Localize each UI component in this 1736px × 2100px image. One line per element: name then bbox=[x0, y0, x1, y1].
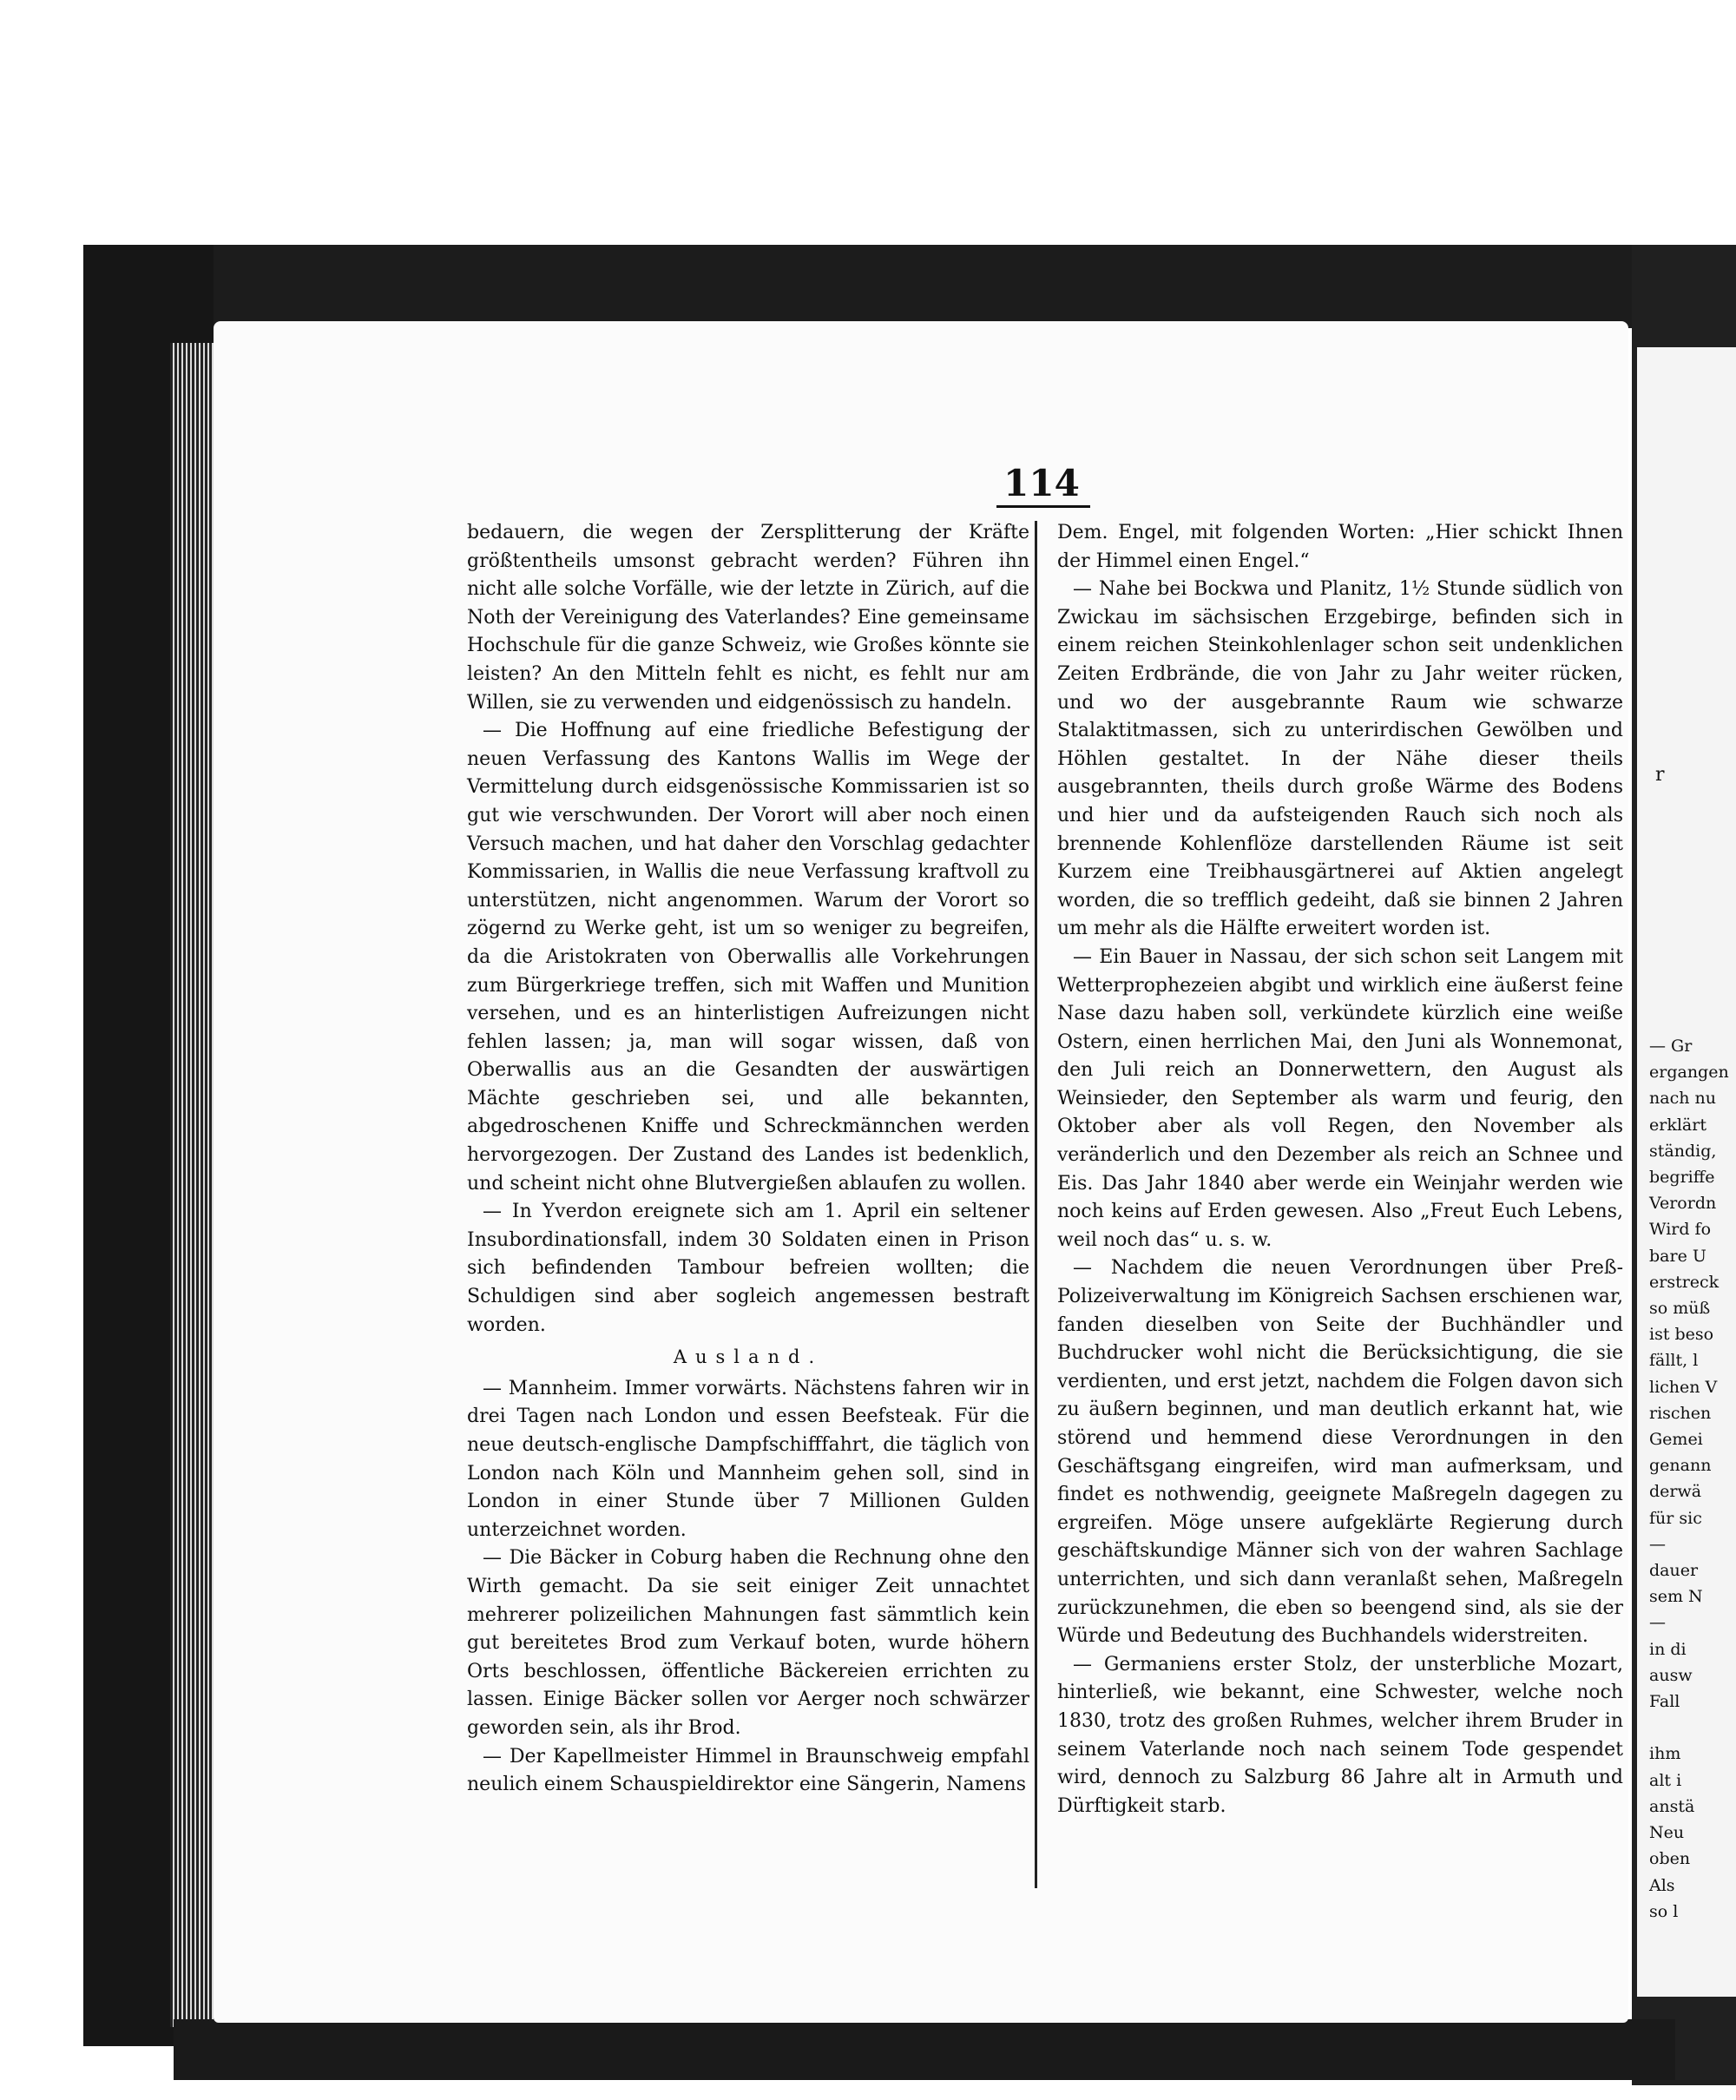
article-paragraph: — Ein Bauer in Nassau, der sich schon seit Langem mit Wetterprophezeien abgibt und wirklich eine äußerst feine Nase dazu haben soll, verkündete kürzlich eine weiße Ostern, einen herrlichen Mai, den Juni als Wonnemonat, den Juli reich an Donnerwettern, den August als Weinsieder, den September als warm und feurig, den Oktober aber als voll Regen, den November als veränderlich und den Dezember als reich an Schnee und Eis. Das Jahr 1840 aber werde ein Weinjahr werden wie noch keins auf Erden gewesen. Also „Freut Euch Lebens, weil noch das“ u. s. w. bbox=[1057, 945, 1623, 1251]
neighbor-line: Wird fo bbox=[1649, 1220, 1712, 1240]
article-paragraph: bedauern, die wegen der Zersplitterung der Kräfte größtentheils umsonst gebracht werden? Führen ihn nicht alle solche Vorfälle, wie der letzte in Zürich, auf die Noth der Vereinigung des Vaterlandes? Eine gemeinsame Hochschule für die ganze Schweiz, wie Großes könnte sie leisten? An den Mitteln fehlt es nicht, es fehlt nur am Willen, sie zu verwenden und eidgenössisch zu handeln. bbox=[467, 522, 1029, 714]
neighbor-line: in di bbox=[1649, 1639, 1687, 1659]
neighbor-line: Gemei bbox=[1649, 1430, 1703, 1450]
book-top-edge bbox=[208, 245, 1649, 328]
neighbor-line: ausw bbox=[1649, 1665, 1693, 1685]
neighbor-line: nach nu bbox=[1649, 1089, 1716, 1109]
right-column bbox=[1057, 519, 1623, 1820]
article-paragraph: — Mannheim. Immer vorwärts. Nächstens fahren wir in drei Tagen nach London und essen Beefsteak. Für die neue deutsch-englische Dampfschifffahrt, die täglich von London nach Köln und Mannheim gehen soll, sind in London in einer Stunde über 7 Millionen Gulden unterzeichnet worden. bbox=[467, 1377, 1029, 1541]
neighbor-line: erklärt bbox=[1649, 1115, 1706, 1135]
neighbor-line: fällt, l bbox=[1649, 1351, 1699, 1371]
neighbor-line: ergangen bbox=[1649, 1063, 1729, 1083]
page-number-underline bbox=[996, 505, 1090, 508]
neighbor-page-fragment bbox=[1637, 347, 1736, 1997]
neighbor-line: — Gr bbox=[1649, 1037, 1693, 1056]
neighbor-line: oben bbox=[1649, 1849, 1691, 1869]
article-paragraph: — Nahe bei Bockwa und Planitz, 1½ Stunde südlich von Zwickau im sächsischen Erzgebirge, befinden sich in einem reichen Steinkohlenlager schon seit undenklichen Zeiten Erdbrände, die von Jahr zu Jahr weiter rücken, und wo der ausgebrannte Raum wie schwarze Stalaktitmassen, sich zu unterirdischen Gewölben und Höhlen gestaltet. In der Nähe dieser theils ausgebrannten, theils durch große Wärme des Bodens und hier und da aufsteigenden Rauch sich noch als brennende Kohlenflöze darstellenden Räume ist seit Kurzem eine Treibhausgärtnerei auf Aktien angelegt worden, die so trefflich gedeiht, daß sie binnen 2 Jahren um mehr als die Hälfte erweitert worden ist. bbox=[1057, 578, 1623, 940]
neighbor-line: rischen bbox=[1649, 1403, 1712, 1423]
article-paragraph: — Germaniens erster Stolz, der unsterbliche Mozart, hinterließ, wie bekannt, eine Schwester, welche noch 1830, trotz des großen Ruhmes, welcher ihrem Bruder in seinem Vaterlande noch nach seinem Tode gespendet wird, dennoch zu Salzburg 86 Jahre alt in Armuth und Dürftigkeit starb. bbox=[1057, 1653, 1623, 1817]
neighbor-line: derwä bbox=[1649, 1482, 1702, 1502]
stray-print-mark: r bbox=[1655, 764, 1665, 786]
article-paragraph: — Die Hoffnung auf eine friedliche Befestigung der neuen Verfassung des Kantons Wallis im Wege der Vermittelung durch eidsgenössische Kommissarien ist so gut wie verschwunden. Der Vorort will aber noch einen Versuch machen, und hat daher den Vorschlag gedachter Kommissarien, in Wallis die neue Verfassung kraftvoll zu unterstützen, nicht angenommen. Warum der Vorort so zögernd zu Werke geht, ist um so weniger zu begreifen, da die Aristokraten von Oberwallis alle Vorkehrungen zum Bürgerkriege treffen, sich mit Waffen und Munition versehen, und es an hinterlistigen Aufreizungen nicht fehlen lassen; ja, man will sogar wissen, daß von Oberwallis aus an die Gesandten der auswärtigen Mächte geschrieben sei, und alle bekannten, abgedroschenen Kniffe und Schreckmännchen werden hervorgezogen. Der Zustand des Landes ist bedenklich, und scheint nicht ohne Blutvergießen ablaufen zu wollen. bbox=[467, 720, 1029, 1195]
scan-background-top bbox=[0, 0, 1736, 245]
neighbor-line: ihm bbox=[1649, 1744, 1681, 1764]
neighbor-line: — bbox=[1649, 1613, 1666, 1633]
neighbor-line: ständig, bbox=[1649, 1141, 1717, 1161]
article-paragraph: — Der Kapellmeister Himmel in Braunschweig empfahl neulich einem Schauspieldirektor eine Sängerin, Namens bbox=[467, 1745, 1029, 1796]
neighbor-line: für sic bbox=[1649, 1508, 1702, 1528]
neighbor-spacer bbox=[1637, 347, 1736, 1033]
article-paragraph: Dem. Engel, mit folgenden Worten: „Hier schickt Ihnen der Himmel einen Engel.“ bbox=[1057, 522, 1623, 572]
neighbor-line: Verordn bbox=[1649, 1194, 1717, 1214]
neighbor-line: — bbox=[1649, 1534, 1666, 1554]
neighbor-line: begriffe bbox=[1649, 1168, 1715, 1188]
neighbor-line: dauer bbox=[1649, 1561, 1699, 1581]
neighbor-line: ist beso bbox=[1649, 1325, 1714, 1345]
neighbor-line: bare U bbox=[1649, 1246, 1706, 1266]
article-paragraph: — Die Bäcker in Coburg haben die Rechnung ohne den Wirth gemacht. Da sie seit einiger Zeit unnachtet mehrerer polizeilichen Mahnungen fast sämmtlich kein gut bereitetes Brod zum Verkauf boten, wurde höhern Orts beschlossen, öffentliche Bäckereien errichten zu lassen. Einige Bäcker sollen vor Aerger noch schwärzer geworden sein, als ihr Brod. bbox=[467, 1547, 1029, 1739]
neighbor-line: anstä bbox=[1649, 1796, 1695, 1816]
neighbor-line: lichen V bbox=[1649, 1377, 1718, 1397]
book-bottom-edge bbox=[174, 2019, 1675, 2080]
neighbor-line: Als bbox=[1649, 1875, 1675, 1895]
neighbor-line: so müß bbox=[1649, 1299, 1711, 1319]
neighbor-line bbox=[1637, 1715, 1736, 1741]
neighbor-line: Fall bbox=[1649, 1692, 1680, 1712]
neighbor-line: genann bbox=[1649, 1456, 1712, 1476]
neighbor-line: Neu bbox=[1649, 1823, 1685, 1843]
page-number: 114 bbox=[1003, 462, 1080, 504]
neighbor-line: sem N bbox=[1649, 1587, 1703, 1607]
column-divider bbox=[1035, 521, 1037, 1888]
neighbor-line: so l bbox=[1649, 1901, 1679, 1921]
neighbor-line: alt i bbox=[1649, 1770, 1682, 1790]
article-paragraph: — Nachdem die neuen Verordnungen über Preß-Polizeiverwaltung im Königreich Sachsen erschienen war, fanden dieselben von Seite der Buchhändler und Buchdrucker wohl nicht die Berücksichtigung, die sie verdienten, und erst jetzt, nachdem die Folgen davon sich zu äußern beginnen, und man deutlich erkannt hat, wie störend und hemmend diese Verordnungen in den Geschäftsgang eingreifen, wird man aufmerksam, und findet es nothwendig, geeignete Maßregeln dagegen zu ergreifen. Möge unsere aufgeklärte Regierung durch geschäftskundige Männer sich von der wahren Sachlage unterrichten, und sich dann veranlaßt sehen, Maßregeln zurückzunehmen, die eben so beengend sind, als sie der Würde und Bedeutung des Buchhandels widerstreiten. bbox=[1057, 1257, 1623, 1648]
neighbor-line: erstreck bbox=[1649, 1272, 1720, 1292]
left-column bbox=[467, 519, 1029, 1800]
article-paragraph: — In Yverdon ereignete sich am 1. April ein seltener Insubordinationsfall, indem 30 Soldaten einen in Prison sich befindenden Tambour befreien wollten; die Schuldigen sind aber sogleich angemessen bestraft worden. bbox=[467, 1201, 1029, 1336]
section-heading: Ausland. bbox=[673, 1346, 824, 1368]
